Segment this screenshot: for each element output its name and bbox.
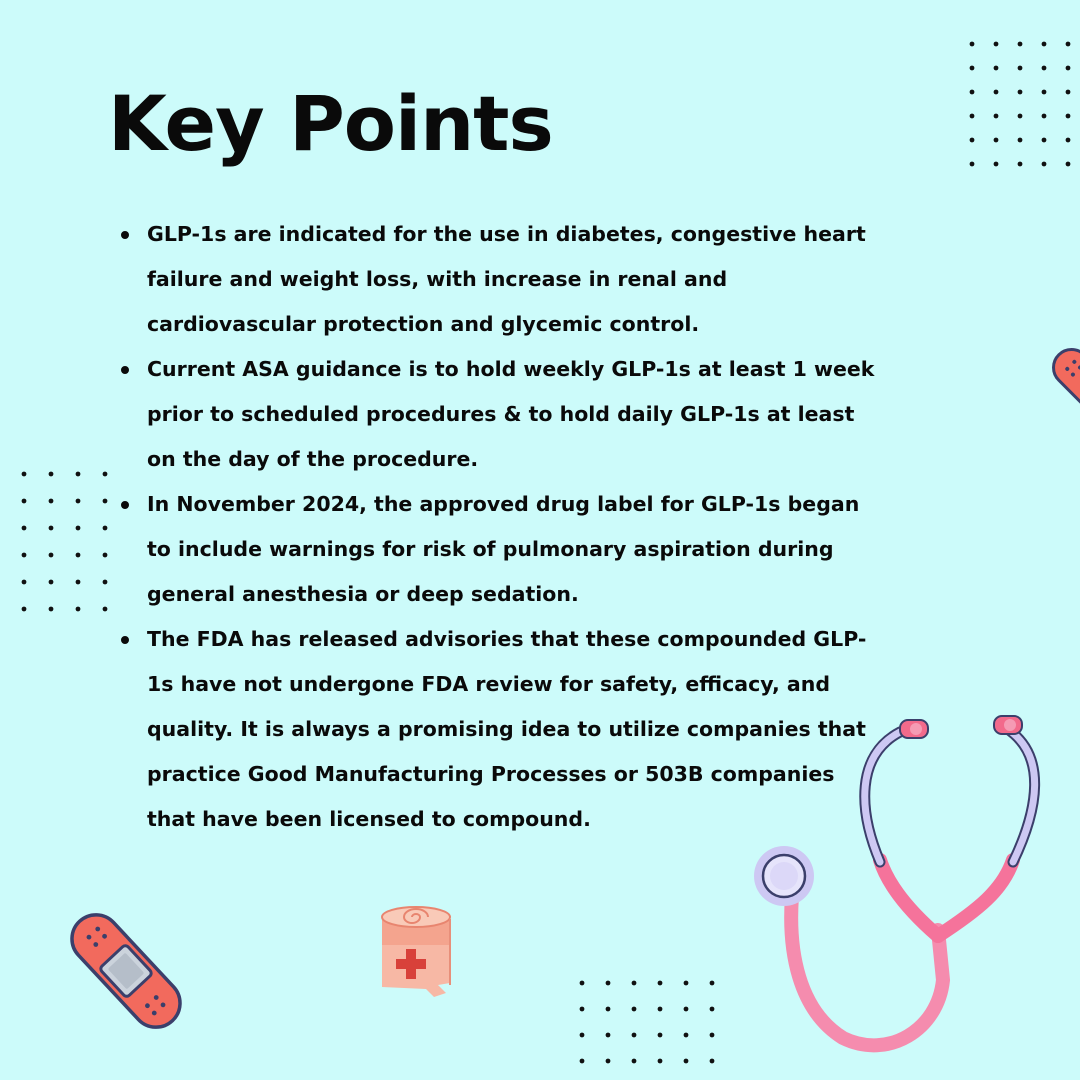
dot	[970, 42, 975, 47]
dot	[580, 1007, 585, 1012]
dot	[1066, 42, 1071, 47]
dot	[1018, 42, 1023, 47]
bandage-icon	[62, 905, 190, 1037]
dot	[632, 1059, 637, 1064]
dot	[1018, 114, 1023, 119]
dot	[994, 138, 999, 143]
dot	[970, 162, 975, 167]
dot	[580, 981, 585, 986]
dot	[103, 607, 108, 612]
dot	[994, 162, 999, 167]
dot	[49, 499, 54, 504]
dot	[606, 1007, 611, 1012]
dot	[684, 1007, 689, 1012]
dot	[1066, 90, 1071, 95]
dot	[76, 580, 81, 585]
dot	[684, 1033, 689, 1038]
dot	[632, 981, 637, 986]
dot	[1066, 162, 1071, 167]
bandage-icon	[1040, 336, 1080, 416]
dot	[49, 472, 54, 477]
dot	[49, 607, 54, 612]
dot	[22, 553, 27, 558]
page-title: Key Points	[108, 79, 553, 168]
dot	[103, 526, 108, 531]
dot	[1018, 162, 1023, 167]
dot	[632, 1033, 637, 1038]
dot	[658, 981, 663, 986]
bandage-roll-icon	[376, 905, 460, 999]
dot	[1042, 90, 1047, 95]
dot	[22, 526, 27, 531]
dot	[1042, 114, 1047, 119]
dot	[970, 90, 975, 95]
dot	[994, 114, 999, 119]
dot	[22, 499, 27, 504]
dot	[994, 42, 999, 47]
list-item: In November 2024, the approved drug label for GLP-1s began to include warnings for risk of pulmonary aspiration during general anesthesia or deep sedation.	[118, 482, 878, 617]
dot	[1018, 138, 1023, 143]
dot	[1066, 114, 1071, 119]
dot	[1066, 66, 1071, 71]
dot-grid-top-right	[964, 36, 1080, 181]
dot	[684, 1059, 689, 1064]
dot	[580, 1033, 585, 1038]
dot	[76, 499, 81, 504]
dot	[1042, 138, 1047, 143]
dot	[606, 1033, 611, 1038]
dot	[1066, 138, 1071, 143]
dot	[970, 114, 975, 119]
dot	[22, 607, 27, 612]
dot	[658, 1033, 663, 1038]
dot	[103, 472, 108, 477]
dot	[710, 1033, 715, 1038]
dot	[606, 981, 611, 986]
dot	[606, 1059, 611, 1064]
dot	[632, 1007, 637, 1012]
dot	[710, 981, 715, 986]
dot	[76, 526, 81, 531]
dot	[1042, 42, 1047, 47]
dot	[49, 580, 54, 585]
stethoscope-icon	[748, 710, 1058, 1055]
dot	[103, 553, 108, 558]
dot	[22, 580, 27, 585]
dot	[76, 553, 81, 558]
dot	[658, 1059, 663, 1064]
dot	[1018, 90, 1023, 95]
dot	[22, 472, 27, 477]
dot	[1042, 162, 1047, 167]
dot	[658, 1007, 663, 1012]
list-item: Current ASA guidance is to hold weekly GLP-1s at least 1 week prior to scheduled procedures & to hold daily GLP-1s at least on the day of the procedure.	[118, 347, 878, 482]
dot-grid-left	[16, 466, 114, 612]
dot	[994, 90, 999, 95]
dot	[49, 526, 54, 531]
dot-grid-bottom	[574, 975, 724, 1075]
dot	[103, 580, 108, 585]
dot	[970, 66, 975, 71]
dot	[1042, 66, 1047, 71]
dot	[994, 66, 999, 71]
dot	[684, 981, 689, 986]
dot	[103, 499, 108, 504]
dot	[76, 472, 81, 477]
dot	[970, 138, 975, 143]
list-item: GLP-1s are indicated for the use in diabetes, congestive heart failure and weight loss, with increase in renal and cardiovascular protection and glycemic control.	[118, 212, 878, 347]
dot	[710, 1007, 715, 1012]
dot	[1018, 66, 1023, 71]
dot	[580, 1059, 585, 1064]
list-item: The FDA has released advisories that these compounded GLP-1s have not undergone FDA review for safety, efficacy, and quality. It is always a promising idea to utilize companies that practice Good Manufacturing Processes or 503B companies that have been licensed to compound.	[118, 617, 878, 842]
dot	[710, 1059, 715, 1064]
dot	[76, 607, 81, 612]
dot	[49, 553, 54, 558]
